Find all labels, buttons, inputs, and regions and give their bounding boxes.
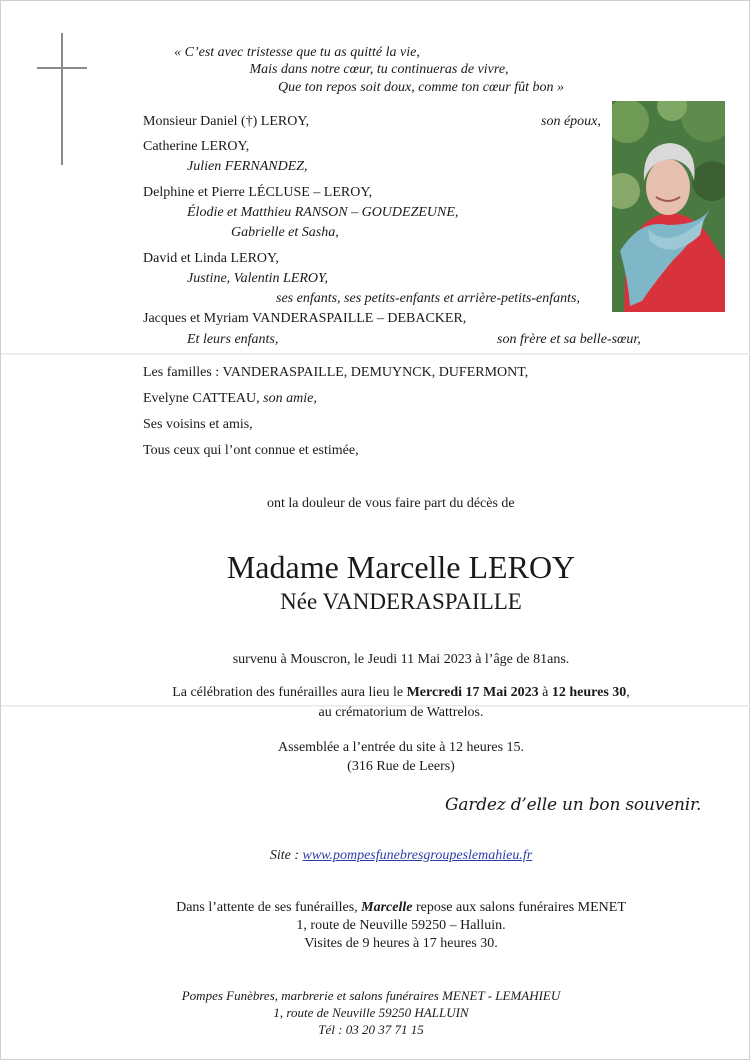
ceremony-time: 12 heures 30 <box>551 685 627 700</box>
ceremony-details <box>1 685 750 701</box>
assembly-details: Assemblée a l’entrée du site à 12 heures 15. <box>277 740 525 755</box>
rest-address: 1, route de Neuville 59250 – Halluin. <box>296 918 506 933</box>
family-david: David et Linda LEROY, <box>143 251 279 266</box>
footer-phone: Tél : 03 20 37 71 15 <box>318 1022 424 1037</box>
family-daniel-role: son époux, <box>541 114 601 129</box>
assembly-address: (316 Rue de Leers) <box>347 759 455 774</box>
quote-line-2: Mais dans notre cœur, tu continueras de vivre, <box>249 62 509 77</box>
rest-prefix: Dans l’attente de ses funérailles, <box>176 900 362 915</box>
others-familles: Les familles : VANDERASPAILLE, DEMUYNCK, DUFERMONT, <box>143 365 529 380</box>
family-children-role: ses enfants, ses petits-enfants et arrière-petits-enfants, <box>276 291 580 306</box>
family-julien: Julien FERNANDEZ, <box>187 159 308 174</box>
others-evelyne-role: son amie, <box>263 391 317 406</box>
rest-name: Marcelle <box>361 900 413 915</box>
site-label: Site : <box>269 848 303 863</box>
family-jacques: Jacques et Myriam VANDERASPAILLE – DEBACKER, <box>143 311 467 326</box>
site-link[interactable]: www.pompesfunebresgroupeslemahieu.fr <box>302 848 533 863</box>
deceased-name: Madame Marcelle LEROY <box>226 549 576 585</box>
family-catherine: Catherine LEROY, <box>143 139 250 154</box>
rest-line <box>1 900 750 916</box>
family-daniel: Monsieur Daniel (†) LEROY, <box>143 114 310 129</box>
family-elodie: Élodie et Matthieu RANSON – GOUDEZEUNE, <box>187 205 459 220</box>
family-justine: Justine, Valentin LEROY, <box>187 271 329 286</box>
souvenir-text: Gardez d’elle un bon souvenir. <box>445 795 702 815</box>
rest-visits: Visites de 9 heures à 17 heures 30. <box>304 936 498 951</box>
family-brother-role: son frère et sa belle-sœur, <box>497 332 641 347</box>
others-evelyne-name: Evelyne CATTEAU, <box>143 391 260 406</box>
site-line <box>1 848 750 864</box>
footer-company: Pompes Funèbres, marbrerie et salons funéraires MENET - LEMAHIEU <box>181 988 561 1003</box>
others-evelyne <box>143 391 317 407</box>
deceased-birth-name: Née VANDERASPAILLE <box>280 589 522 614</box>
deceased-photo <box>612 101 725 312</box>
rest-suffix: repose aux salons funéraires MENET <box>412 900 626 915</box>
footer-address: 1, route de Neuville 59250 HALLUIN <box>273 1005 469 1020</box>
ceremony-prefix: La célébration des funérailles aura lieu le <box>172 685 407 700</box>
family-leurs-enfants: Et leurs enfants, <box>187 332 279 347</box>
ceremony-mid: à <box>538 685 552 700</box>
announcement-text: ont la douleur de vous faire part du décès de <box>267 496 515 511</box>
others-tous: Tous ceux qui l’ont connue et estimée, <box>143 443 359 458</box>
family-gabrielle: Gabrielle et Sasha, <box>231 225 339 240</box>
fold-line-top <box>1 353 750 355</box>
ceremony-date: Mercredi 17 Mai 2023 <box>406 685 539 700</box>
ceremony-suffix: , <box>626 685 630 700</box>
quote-line-3: Que ton repos soit doux, comme ton cœur fût bon » <box>277 80 565 95</box>
family-delphine: Delphine et Pierre LÉCLUSE – LEROY, <box>143 185 373 200</box>
ceremony-place: au crématorium de Wattrelos. <box>318 705 484 720</box>
others-voisins: Ses voisins et amis, <box>143 417 253 432</box>
death-details: survenu à Mouscron, le Jeudi 11 Mai 2023 à l’âge de 81ans. <box>232 652 570 667</box>
quote-line-1: « C’est avec tristesse que tu as quitté la vie, <box>174 45 420 60</box>
